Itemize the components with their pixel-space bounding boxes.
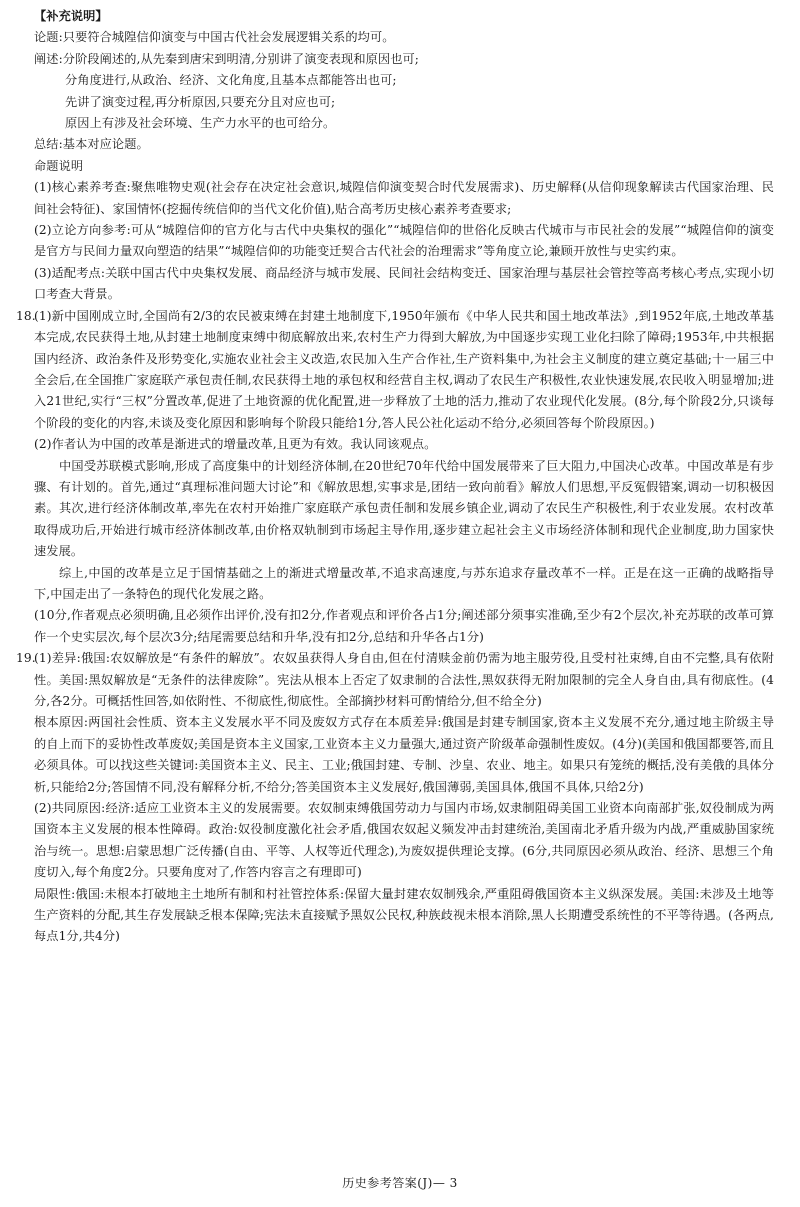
proposition-point-2: (2)立论方向参考:可从“城隍信仰的官方化与古代中央集权的强化”“城隍信仰的世俗化反映古代城市与市民社会的发展”“城隍信仰的演变是官方与民间力量双向塑造的结果”“城隍信仰的功能变迁契合古代社会的治理需求”等角度立论,兼顾开放性与史实约束。	[34, 223, 774, 259]
q18-scoring: (10分,作者观点必须明确,且必须作出评价,没有扣2分,作者观点和评价各占1分;阐述部分须事实准确,至少有2个层次,补充苏联的改革可算作一个史实层次,每个层次3分;结尾需要总结和升华,没有扣2分,总结和升华各占1分)	[34, 608, 774, 644]
proposition-point-3: (3)适配考点:关联中国古代中央集权发展、商品经济与城市发展、民间社会结构变迁、国家治理与基层社会管控等高考核心考点,实现小切口考查大背景。	[34, 265, 774, 302]
elaboration-sub-3: 原因上有涉及社会环境、生产力水平的也可给分。	[65, 116, 336, 131]
elaboration-sub-2: 先讲了演变过程,再分析原因,只要充分且对应也可;	[65, 94, 336, 109]
q18-part2-body: 中国受苏联模式影响,形成了高度集中的计划经济体制,在20世纪70年代给中国发展带来了巨大阻力,中国决心改革。中国改革是有步骤、有计划的。首先,通过“真理标准问题大讨论”和《解放思想,实事求是,团结一致向前看》解放人们思想,平反冤假错案,调动一切积极因素。其次,进行经济体制改革,率先在农村开始推广家庭联产承包责任制和发展乡镇企业,调动了农民生产积极性,利于农业发展。农村改革取得成功后,开始进行城市经济体制改革,由价格双轨制到市场起主导作用,逐步建立起社会主义市场经济体制和现代企业制度,助力国家快速发展。	[34, 458, 774, 559]
q18-number: 18.	[16, 308, 36, 323]
q19-part1	[16, 648, 774, 712]
q19-part1-text: (1)差异:俄国:农奴解放是“有条件的解放”。农奴虽获得人身自由,但在付清赎金前仍需为地主服劳役,且受村社束缚,自由不完整,具有依附性。美国:黑奴解放是“无条件的法律废除”。宪法从根本上否定了奴隶制的合法性,黑奴获得无附加限制的完全人身自由,具有彻底性。(4分,各2分。可概括性回答,如依附性、不彻底性,彻底性。全部摘抄材料可酌情给分,但不给全分)	[34, 651, 774, 708]
page-footer: 历史参考答案(J)— 3	[342, 1176, 458, 1190]
elaboration-line: 阐述:分阶段阐述的,从先秦到唐宋到明清,分别讲了演变表现和原因也可;	[34, 51, 419, 66]
q19-number: 19.	[16, 651, 36, 666]
thesis-line: 论题:只要符合城隍信仰演变与中国古代社会发展逻辑关系的均可。	[34, 30, 395, 45]
answer-page	[16, 6, 774, 948]
summary-line: 总结:基本对应论题。	[34, 137, 149, 152]
q18-part2: (2)作者认为中国的改革是渐进式的增量改革,且更为有效。我认同该观点。	[34, 437, 437, 452]
proposition-point-1: (1)核心素养考查:聚焦唯物史观(社会存在决定社会意识,城隍信仰演变契合时代发展需求)、历史解释(从信仰现象解读古代国家治理、民间社会特征)、家国情怀(挖掘传统信仰的当代文化价值),贴合高考历史核心素养考查要求;	[34, 180, 774, 216]
elaboration-sub-1: 分角度进行,从政治、经济、文化角度,且基本点都能答出也可;	[65, 73, 397, 88]
supplement-heading: 【补充说明】	[34, 9, 108, 23]
q18-part1	[16, 306, 774, 434]
q18-part2-conclusion: 综上,中国的改革是立足于国情基础之上的渐进式增量改革,不追求高速度,与苏东追求存量改革不一样。正是在这一正确的战略指导下,中国走出了一条特色的现代化发展之路。	[34, 565, 774, 601]
proposition-heading: 命题说明	[34, 158, 84, 173]
q19-part2: (2)共同原因:经济:适应工业资本主义的发展需要。农奴制束缚俄国劳动力与国内市场,奴隶制阻碍美国工业资本向南部扩张,奴役制成为两国资本主义发展的根本性障碍。政治:奴役制度激化社会矛盾,俄国农奴起义频发冲击封建统治,美国南北矛盾升级为内战,严重威胁国家统治与统一。思想:启蒙思想广泛传播(自由、平等、人权等近代理念),为废奴提供理论支撑。(6分,共同原因必须从政治、经济、思想三个角度切入,每个角度2分。只要角度对了,作答内容言之有理即可)	[34, 801, 774, 880]
q18-part1-text: (1)新中国刚成立时,全国尚有2/3的农民被束缚在封建土地制度下,1950年颁布《中华人民共和国土地改革法》,到1952年底,土地改革基本完成,农民获得土地,从封建土地制度束缚中彻底解放出来,农村生产力得到大解放,为中国逐步实现工业化扫除了障碍;1953年,中共根据国内经济、政治条件及形势变化,实施农业社会主义改造,农民加入生产合作社,生产资料集中,为社会主义制度的建立奠定基础;十一届三中全会后,在全国推广家庭联产承包责任制,农民获得土地的承包权和经营自主权,调动了农民生产积极性,农业快速发展,农民收入明显增加;进入21世纪,实行“三权”分置改革,促进了土地资源的优化配置,进一步释放了土地的活力,推动了农业现代化发展。(8分,每个阶段2分,只谈每个阶段的变化的内容,未谈及变化原因和影响每个阶段只能给1分,答人民公社化运动不给分,必须回答每个阶段原因。)	[34, 308, 774, 430]
q19-limitations: 局限性:俄国:未根本打破地主土地所有制和村社管控体系:保留大量封建农奴制残余,严重阻碍俄国资本主义纵深发展。美国:未涉及土地等生产资料的分配,其生存发展缺乏根本保障;宪法未直接赋予黑奴公民权,种族歧视未根本消除,黑人长期遭受系统性的不平等待遇。(各两点,每点1分,共4分)	[34, 886, 774, 944]
q19-root-cause: 根本原因:两国社会性质、资本主义发展水平不同及废奴方式存在本质差异:俄国是封建专制国家,资本主义发展不充分,通过地主阶级主导的自上而下的妥协性改革废奴;美国是资本主义国家,工业资本主义力量强大,通过资产阶级革命强制性废奴。(4分)(美国和俄国都要答,而且必须具体。可以找这些关键词:美国资本主义、民主、工业;俄国封建、专制、沙皇、农业、地主。如果只有笼统的概括,没有美俄的具体分析,只能给2分;答国情不同,没有解释分析,不给分;答美国资本主义发展好,俄国薄弱,美国具体,俄国不具体,只给2分)	[34, 715, 774, 794]
